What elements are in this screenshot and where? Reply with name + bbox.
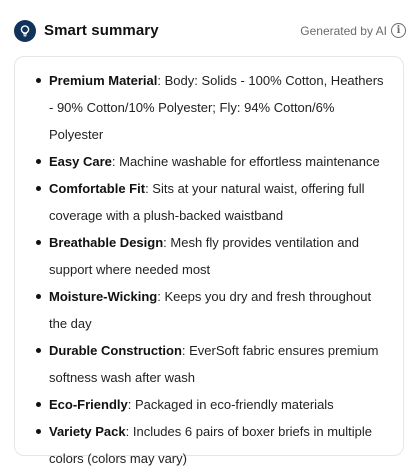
item-term: Variety Pack [49,424,126,439]
item-description: : Machine washable for effortless maintenance [111,154,380,169]
bullet-icon [36,159,41,164]
summary-card [14,56,404,466]
bullet-icon [36,186,41,191]
page-title: Smart summary [44,22,159,39]
list-item [15,67,405,148]
item-term: Eco-Friendly [49,397,128,412]
bullet-icon [36,294,41,299]
summary-list [15,67,405,472]
item-description: : Keeps you dry and fresh throughout the day [49,289,372,331]
item-description: : Sits at your natural waist, offering full coverage with a plush-backed waistband [49,181,365,223]
lightbulb-icon [14,20,36,42]
info-icon[interactable]: i [391,23,406,38]
list-item [15,175,405,229]
item-term: Easy Care [49,154,112,169]
bullet-icon [36,348,41,353]
generated-label: Generated by AI [300,23,387,38]
item-term: Moisture-Wicking [49,289,158,304]
item-description: : Mesh fly provides ventilation and support where needed most [49,235,359,277]
bullet-icon [36,240,41,245]
summary-header [0,0,420,56]
bullet-icon [36,78,41,83]
item-description: : Body: Solids - 100% Cotton, Heathers - 90% Cotton/10% Polyester; Fly: 94% Cotton/6% Polyester [49,73,384,142]
item-term: Comfortable Fit [49,181,146,196]
item-description: : EverSoft fabric ensures premium softness wash after wash [49,343,379,385]
list-item [15,229,405,283]
item-term: Breathable Design [49,235,164,250]
list-item [15,148,405,175]
item-description: : Includes 6 pairs of boxer briefs in multiple colors (colors may vary) [49,424,373,466]
item-term: Premium Material [49,73,158,88]
item-term: Durable Construction [49,343,182,358]
list-item [15,337,405,391]
bullet-icon [36,429,41,434]
list-item [15,283,405,337]
bullet-icon [36,402,41,407]
generated-by-ai [300,23,406,38]
list-item [15,391,405,418]
item-description: : Packaged in eco-friendly materials [127,397,334,412]
list-item [15,418,405,472]
